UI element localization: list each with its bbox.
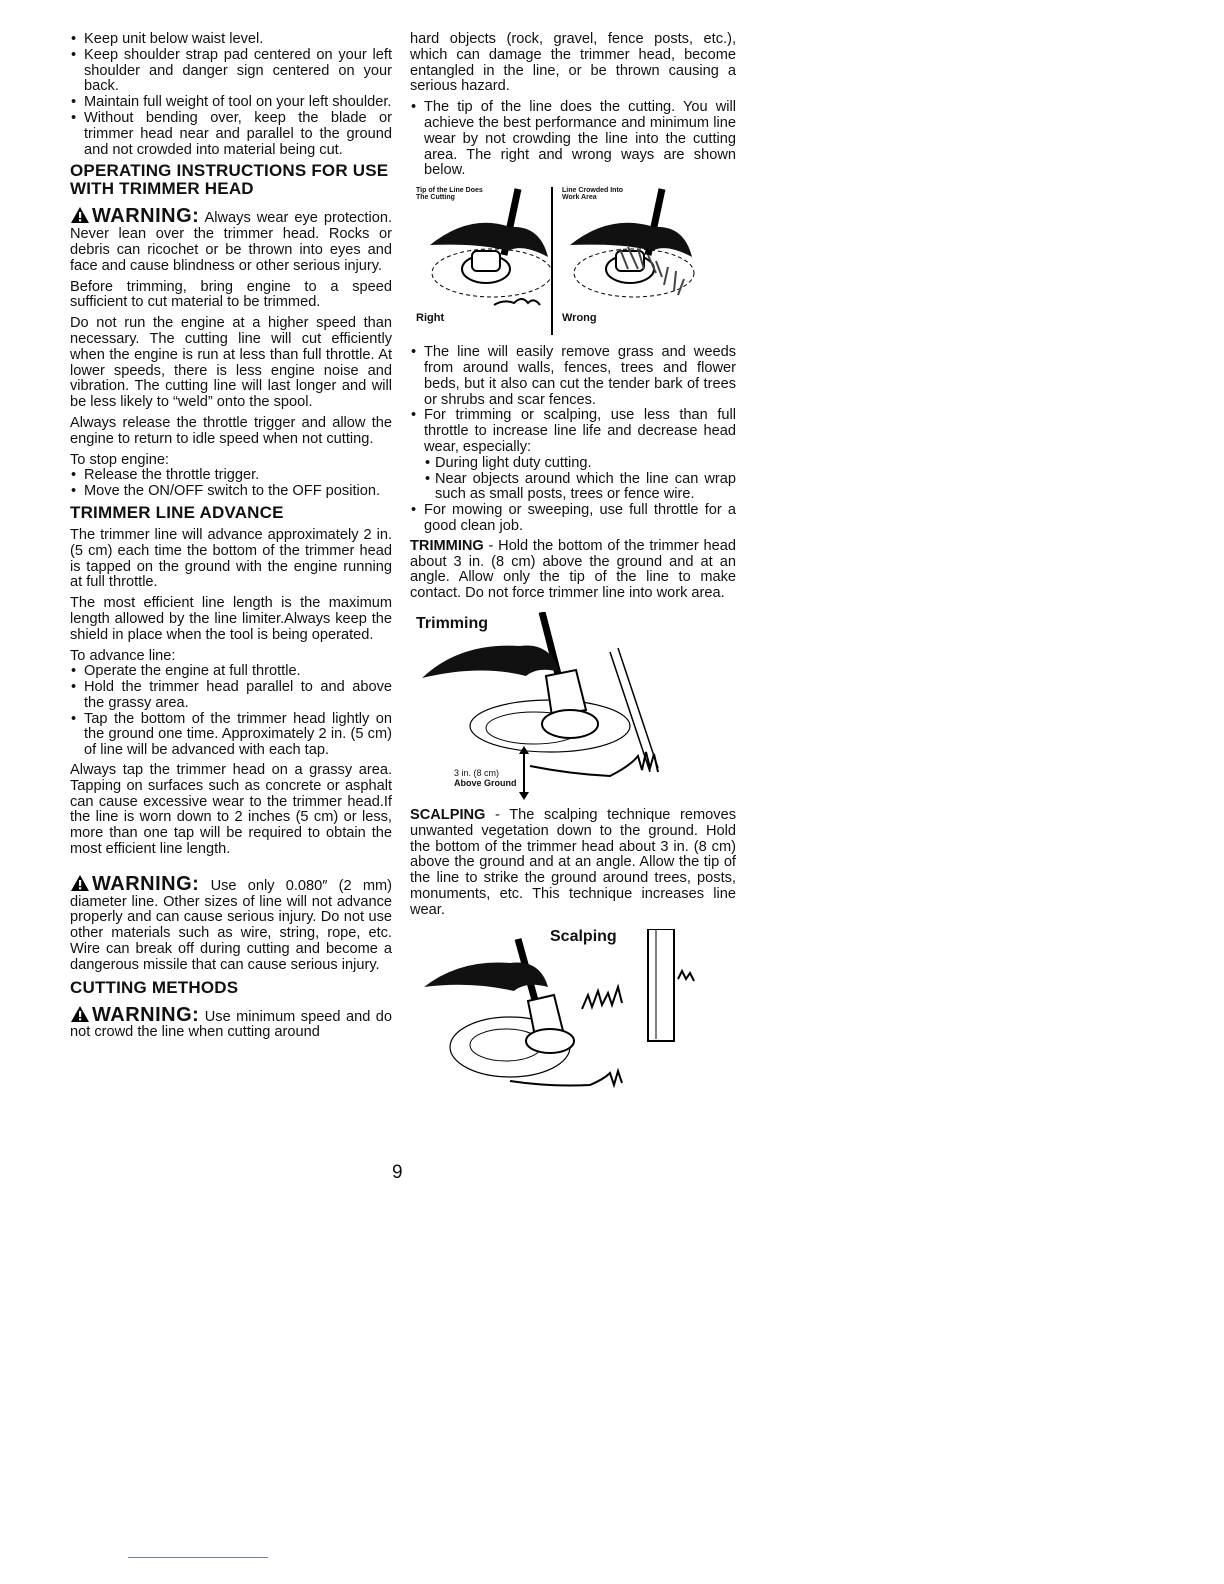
trimmer-head-right-drawing bbox=[430, 189, 552, 305]
figure-wrong-caption: Line Crowded Into Work Area bbox=[562, 187, 624, 202]
paragraph-before-trimming: Before trimming, bring engine to a speed sufficient to cut material to be trimmed. bbox=[70, 278, 392, 311]
figure-wrong-label: Wrong bbox=[562, 312, 597, 325]
warning-minimum-speed bbox=[70, 1005, 392, 1042]
list-item: • Keep shoulder strap pad centered on your left shoulder and danger sign centered on your back. bbox=[70, 48, 392, 95]
warning-label: WARNING: bbox=[92, 1003, 200, 1026]
list-item: • The line will easily remove grass and weeds from around walls, fences, trees and flower beds, but it also can cut the tender bark of trees or shrubs and scar fences. bbox=[410, 345, 736, 408]
warning-triangle-icon bbox=[70, 874, 90, 892]
heading-operating-instructions: OPERATING INSTRUCTIONS FOR USE WITH TRIMMER HEAD bbox=[70, 161, 389, 199]
paragraph-engine-speed: Do not run the engine at a higher speed than necessary. The cutting line will cut efficiently when the engine is run at less than full throttle. At lower speeds, there is less engine noise and vibration. The cutting line will last longer and will be less likely to “weld” onto the spool. bbox=[70, 315, 392, 411]
warning-text: Use minimum speed and do not crowd the line when cutting around bbox=[70, 1008, 392, 1041]
page-number: 9 bbox=[392, 1162, 403, 1183]
figure-right-caption: Tip of the Line Does The Cutting bbox=[416, 187, 483, 202]
warning-triangle-icon bbox=[70, 206, 90, 224]
trimming-dimension-line2: Above Ground bbox=[454, 777, 517, 788]
right-column bbox=[410, 32, 736, 1103]
list-item: • Move the ON/OFF switch to the OFF position. bbox=[70, 484, 392, 500]
figure-trimming-title: Trimming bbox=[416, 614, 489, 632]
paragraph-release-throttle: Always release the throttle trigger and allow the engine to return to idle speed when not cutting. bbox=[70, 414, 392, 447]
scalping-text: - The scalping technique removes unwanted vegetation down to the ground. Hold the bottom of the trimmer head about 3 in. (8 cm) above the ground and at an angle. Allow the tip of the line to strike the ground around trees, posts, monuments, etc. This technique increases line wear. bbox=[410, 806, 736, 918]
list-item: • Operate the engine at full throttle. bbox=[70, 664, 392, 680]
list-item: • Near objects around which the line can wrap such as small posts, trees or fence wire. bbox=[424, 472, 736, 504]
advance-line-intro: To advance line: bbox=[70, 647, 176, 664]
paragraph-trimming bbox=[410, 539, 736, 602]
list-item: • Maintain full weight of tool on your left shoulder. bbox=[70, 95, 392, 111]
paragraph-tap-grassy-area: Always tap the trimmer head on a grassy area. Tapping on surfaces such as concrete or asphalt can cause excessive wear to the trimmer head.If the line is worn down to 2 inches (5 cm) or less, more than one tap will be required to obtain the most efficient line length. bbox=[70, 762, 392, 858]
list-item: • Tap the bottom of the trimmer head lightly on the ground one time. Approximately 2 in. (5 cm) of line will be advanced with each tap. bbox=[70, 712, 392, 759]
warning-triangle-icon bbox=[70, 1005, 90, 1023]
intro-bullet-list bbox=[70, 32, 392, 158]
tip-bullet-list bbox=[410, 100, 736, 179]
list-item: • During light duty cutting. bbox=[424, 456, 736, 472]
paragraph-scalping bbox=[410, 808, 736, 919]
figure-right-wrong bbox=[410, 185, 736, 337]
advance-line-list bbox=[70, 664, 392, 759]
trimming-text: - Hold the bottom of the trimmer head about 3 in. (8 cm) above the ground and at an angle. Allow only the tip of the line to make contact. Do not force trimmer line into work area. bbox=[410, 537, 736, 602]
stop-engine-intro: To stop engine: bbox=[70, 451, 169, 468]
figure-trimming bbox=[410, 612, 736, 800]
figure-scalping bbox=[410, 929, 736, 1095]
warning-text: Always wear eye protection. Never lean over the trimmer head. Rocks or debris can ricochet or be thrown into eyes and face and cause blindness or other serious injury. bbox=[70, 210, 392, 274]
left-column bbox=[70, 32, 392, 1046]
warning-text: Use only 0.080″ (2 mm) diameter line. Other sizes of line will not advance properly and can cause serious injury. Do not use other materials such as wire, string, rope, etc. Wire can break off during cutting and become a dangerous missile that can cause serious injury. bbox=[70, 877, 393, 973]
trimming-dimension-line1: 3 in. (8 cm) bbox=[454, 767, 500, 778]
trimming-lead: TRIMMING bbox=[410, 537, 484, 554]
paragraph-line-advance: The trimmer line will advance approximately 2 in. (5 cm) each time the bottom of the trimmer head is tapped on the ground with the engine running at full throttle. bbox=[70, 526, 392, 591]
heading-trimmer-line-advance: TRIMMER LINE ADVANCE bbox=[70, 502, 284, 522]
trimmer-head-wrong-drawing bbox=[570, 189, 694, 297]
list-item: • Without bending over, keep the blade or trimmer head near and parallel to the ground and not crowded into material being cut. bbox=[70, 111, 392, 158]
scalping-illustration bbox=[410, 929, 736, 1095]
scalping-lead: SCALPING bbox=[410, 806, 486, 823]
warning-eye-protection bbox=[70, 206, 392, 274]
list-item: • Keep unit below waist level. bbox=[70, 32, 392, 48]
stop-engine-list bbox=[70, 468, 392, 500]
figure-right-label: Right bbox=[416, 312, 445, 325]
paragraph-efficient-length: The most efficient line length is the maximum length allowed by the line limiter.Always keep the shield in place when the tool is being operated. bbox=[70, 595, 392, 643]
list-item: • For trimming or scalping, use less than full throttle to increase line life and decrease head wear, especially: bbox=[410, 408, 736, 455]
footer-rule bbox=[128, 1557, 268, 1558]
line-use-bullet-list bbox=[410, 345, 736, 456]
warning-line-diameter bbox=[70, 874, 392, 974]
list-item: • The tip of the line does the cutting. You will achieve the best performance and minimum line wear by not crowding the line into the cutting area. The right and wrong ways are shown below. bbox=[410, 100, 736, 179]
list-item: • Hold the trimmer head parallel to and above the grassy area. bbox=[70, 680, 392, 712]
mowing-bullet-list bbox=[410, 503, 736, 535]
throttle-sub-bullet-list bbox=[424, 456, 736, 503]
list-item: • Release the throttle trigger. bbox=[70, 468, 392, 484]
paragraph-hard-objects: hard objects (rock, gravel, fence posts, etc.), which can damage the trimmer head, become entangled in the line, or be thrown causing a serious hazard. bbox=[410, 31, 736, 95]
warning-label: WARNING: bbox=[92, 205, 200, 228]
list-item: • For mowing or sweeping, use full throttle for a good clean job. bbox=[410, 503, 736, 535]
heading-cutting-methods: CUTTING METHODS bbox=[70, 977, 239, 997]
warning-label: WARNING: bbox=[92, 872, 200, 895]
figure-scalping-title: Scalping bbox=[550, 927, 617, 945]
